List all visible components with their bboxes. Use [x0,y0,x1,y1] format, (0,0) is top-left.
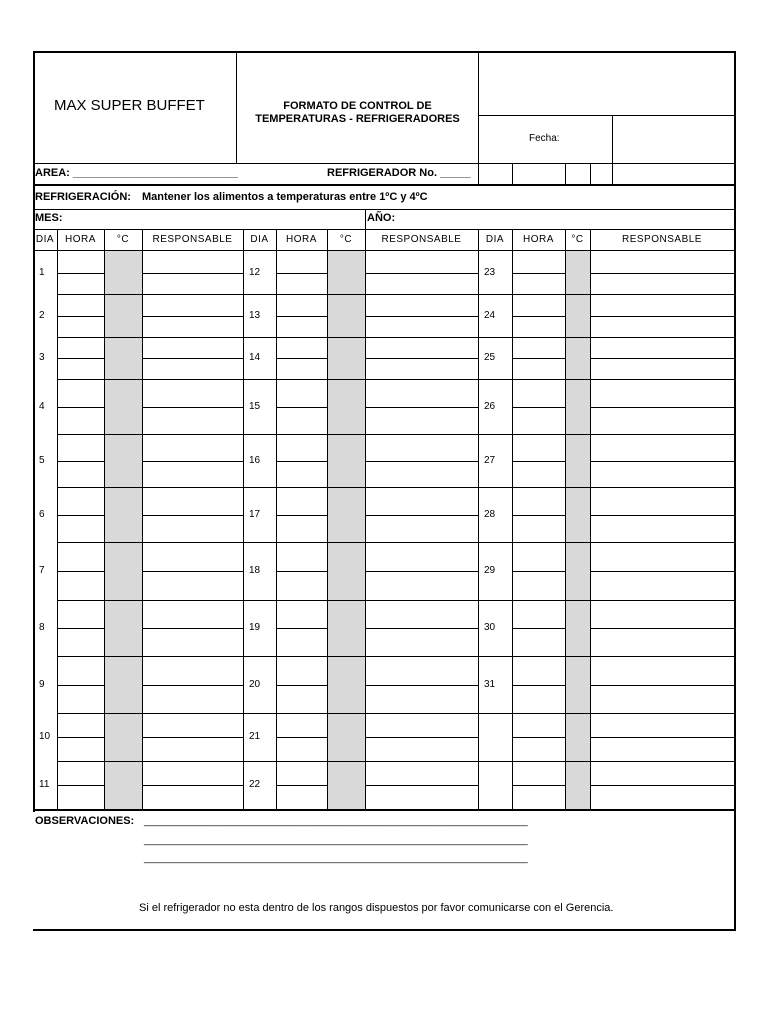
meta-area-line [33,184,736,186]
responsible-entry-line[interactable] [365,515,478,516]
responsible-entry-line[interactable] [590,515,736,516]
hour-entry-line[interactable] [512,737,565,738]
responsible-entry-line[interactable] [365,407,478,408]
day-number: 13 [249,310,261,321]
border-top [33,51,736,53]
responsible-entry-line[interactable] [590,316,736,317]
day-number: 18 [249,565,261,576]
responsible-entry-line[interactable] [142,571,243,572]
form-title-line2: TEMPERATURAS - REFRIGERADORES [255,113,460,125]
day-number: 25 [484,352,496,363]
column-header-line [33,250,736,251]
day-number: 21 [249,731,261,742]
responsible-entry-line[interactable] [142,407,243,408]
hour-entry-line[interactable] [57,358,104,359]
hour-entry-line[interactable] [512,461,565,462]
row-separator [57,542,736,543]
gerencia-notice: Si el refrigerador no esta dentro de los rangos dispuestos por favor comunicarse con el Gerencia. [139,902,614,914]
temp-column-shade-2 [327,251,365,809]
row-separator [57,337,736,338]
hour-entry-line[interactable] [512,628,565,629]
header-divider-2 [478,51,479,184]
temp-column-shade-1 [104,251,142,809]
area-label: AREA: ___________________________ [35,167,239,179]
observations-line-3[interactable]: _____________________________________________________________________ [144,853,528,864]
col-header-dia-2: DIA [250,234,269,245]
date-label: Fecha: [529,133,560,144]
hour-entry-line[interactable] [276,785,327,786]
hour-entry-line[interactable] [276,358,327,359]
col-header-resp-1: RESPONSABLE [152,234,233,245]
day-number: 23 [484,267,496,278]
responsible-entry-line[interactable] [142,685,243,686]
temp-column-shade-3 [565,251,590,809]
responsible-entry-line[interactable] [142,628,243,629]
col-header-temp-1: °C [116,234,130,245]
day-number: 15 [249,401,261,412]
hour-entry-line[interactable] [57,515,104,516]
border-bottom [33,929,736,931]
row-separator [57,294,736,295]
col-line-hora1 [104,229,105,810]
day-number: 19 [249,622,261,633]
day-number: 9 [39,679,45,690]
refrigeration-note: Mantener los alimentos a temperaturas entre 1ºC y 4ºC [142,191,428,203]
hour-entry-line[interactable] [512,316,565,317]
day-number: 17 [249,509,261,520]
day-number: 10 [39,731,51,742]
day-number: 4 [39,401,45,412]
day-number: 3 [39,352,45,363]
observations-line-1[interactable]: _____________________________________________________________________ [144,816,528,827]
day-number: 22 [249,779,261,790]
day-number: 14 [249,352,261,363]
col-header-dia-3: DIA [485,234,505,245]
row-separator [57,379,736,380]
row-separator [57,487,736,488]
responsible-entry-line[interactable] [142,461,243,462]
responsible-entry-line[interactable] [590,571,736,572]
col-line-hora2 [327,229,328,810]
responsible-entry-line[interactable] [590,685,736,686]
table-bottom-line [33,809,736,811]
hour-entry-line[interactable] [57,461,104,462]
refrigeration-label: REFRIGERACIÓN: [35,191,131,203]
col-header-hora-1: HORA [65,234,96,245]
hour-entry-line[interactable] [512,571,565,572]
responsible-entry-line[interactable] [590,273,736,274]
border-right [734,51,736,930]
hour-entry-line[interactable] [57,273,104,274]
row-separator [57,434,736,435]
day-number: 2 [39,310,45,321]
hour-entry-line[interactable] [276,571,327,572]
row-separator [57,656,736,657]
col-line-resp2 [478,229,479,810]
row-separator [57,713,736,714]
hour-entry-line[interactable] [276,737,327,738]
col-header-temp-2: °C [339,234,353,245]
day-number: 6 [39,509,45,520]
observations-line-2[interactable]: _____________________________________________________________________ [144,835,528,846]
hour-entry-line[interactable] [276,407,327,408]
day-number: 1 [39,267,45,278]
day-number: 5 [39,455,45,466]
responsible-entry-line[interactable] [365,316,478,317]
responsible-entry-line[interactable] [142,515,243,516]
hour-entry-line[interactable] [57,685,104,686]
hour-entry-line[interactable] [512,273,565,274]
year-label: AÑO: [367,212,396,224]
responsible-entry-line[interactable] [142,737,243,738]
date-box-2 [565,163,566,184]
hour-entry-line[interactable] [512,358,565,359]
responsible-entry-line[interactable] [142,316,243,317]
hour-entry-line[interactable] [276,628,327,629]
col-line-hora3 [565,229,566,810]
day-number: 31 [484,679,496,690]
responsible-entry-line[interactable] [590,358,736,359]
row-separator [57,600,736,601]
col-header-hora-2: HORA [286,234,317,245]
responsible-entry-line[interactable] [142,785,243,786]
row-separator [57,761,736,762]
day-number: 26 [484,401,496,412]
form-title-line1: FORMATO DE CONTROL DE [283,100,432,112]
responsible-entry-line[interactable] [142,358,243,359]
hour-entry-line[interactable] [57,571,104,572]
col-line-resp1 [243,229,244,810]
day-number: 16 [249,455,261,466]
day-number: 30 [484,622,496,633]
col-header-resp-2: RESPONSABLE [381,234,462,245]
month-year-divider [365,209,366,229]
responsible-entry-line[interactable] [365,461,478,462]
refrigeration-line [33,209,736,210]
col-header-temp-3: °C [571,234,584,245]
day-number: 12 [249,267,261,278]
header-date-line [478,115,736,116]
hour-entry-line[interactable] [512,685,565,686]
responsible-entry-line[interactable] [590,407,736,408]
refrigerator-number-label: REFRIGERADOR No. _____ [327,167,471,179]
observations-label: OBSERVACIONES: [35,815,135,827]
day-number: 7 [39,565,45,576]
day-number: 20 [249,679,261,690]
hour-entry-line[interactable] [512,785,565,786]
hour-entry-line[interactable] [57,737,104,738]
border-left [33,51,35,812]
day-number: 28 [484,509,496,520]
month-line [33,229,736,230]
hour-entry-line[interactable] [57,785,104,786]
hour-entry-line[interactable] [57,628,104,629]
col-header-hora-3: HORA [523,234,554,245]
date-box-3 [590,163,591,184]
responsible-entry-line[interactable] [365,737,478,738]
responsible-entry-line[interactable] [590,461,736,462]
day-number: 11 [39,779,50,790]
responsible-entry-line[interactable] [365,273,478,274]
responsible-entry-line[interactable] [590,628,736,629]
hour-entry-line[interactable] [276,515,327,516]
day-number: 29 [484,565,496,576]
header-date-divider [612,115,613,184]
hour-entry-line[interactable] [512,515,565,516]
col-header-resp-3: RESPONSABLE [622,234,702,245]
hour-entry-line[interactable] [57,407,104,408]
hour-entry-line[interactable] [276,461,327,462]
hour-entry-line[interactable] [276,685,327,686]
col-header-dia-1: DIA [35,234,55,245]
hour-entry-line[interactable] [276,273,327,274]
hour-entry-line[interactable] [512,407,565,408]
responsible-entry-line[interactable] [365,685,478,686]
header-bottom-line [33,163,736,164]
day-number: 8 [39,622,45,633]
month-label: MES: [35,212,63,224]
hour-entry-line[interactable] [276,316,327,317]
day-number: 27 [484,455,496,466]
responsible-entry-line[interactable] [365,785,478,786]
day-number: 24 [484,310,496,321]
responsible-entry-line[interactable] [590,737,736,738]
company-name: MAX SUPER BUFFET [54,97,205,114]
responsible-entry-line[interactable] [590,785,736,786]
responsible-entry-line[interactable] [365,628,478,629]
responsible-entry-line[interactable] [142,273,243,274]
responsible-entry-line[interactable] [365,358,478,359]
date-box-1 [512,163,513,184]
hour-entry-line[interactable] [57,316,104,317]
responsible-entry-line[interactable] [365,571,478,572]
